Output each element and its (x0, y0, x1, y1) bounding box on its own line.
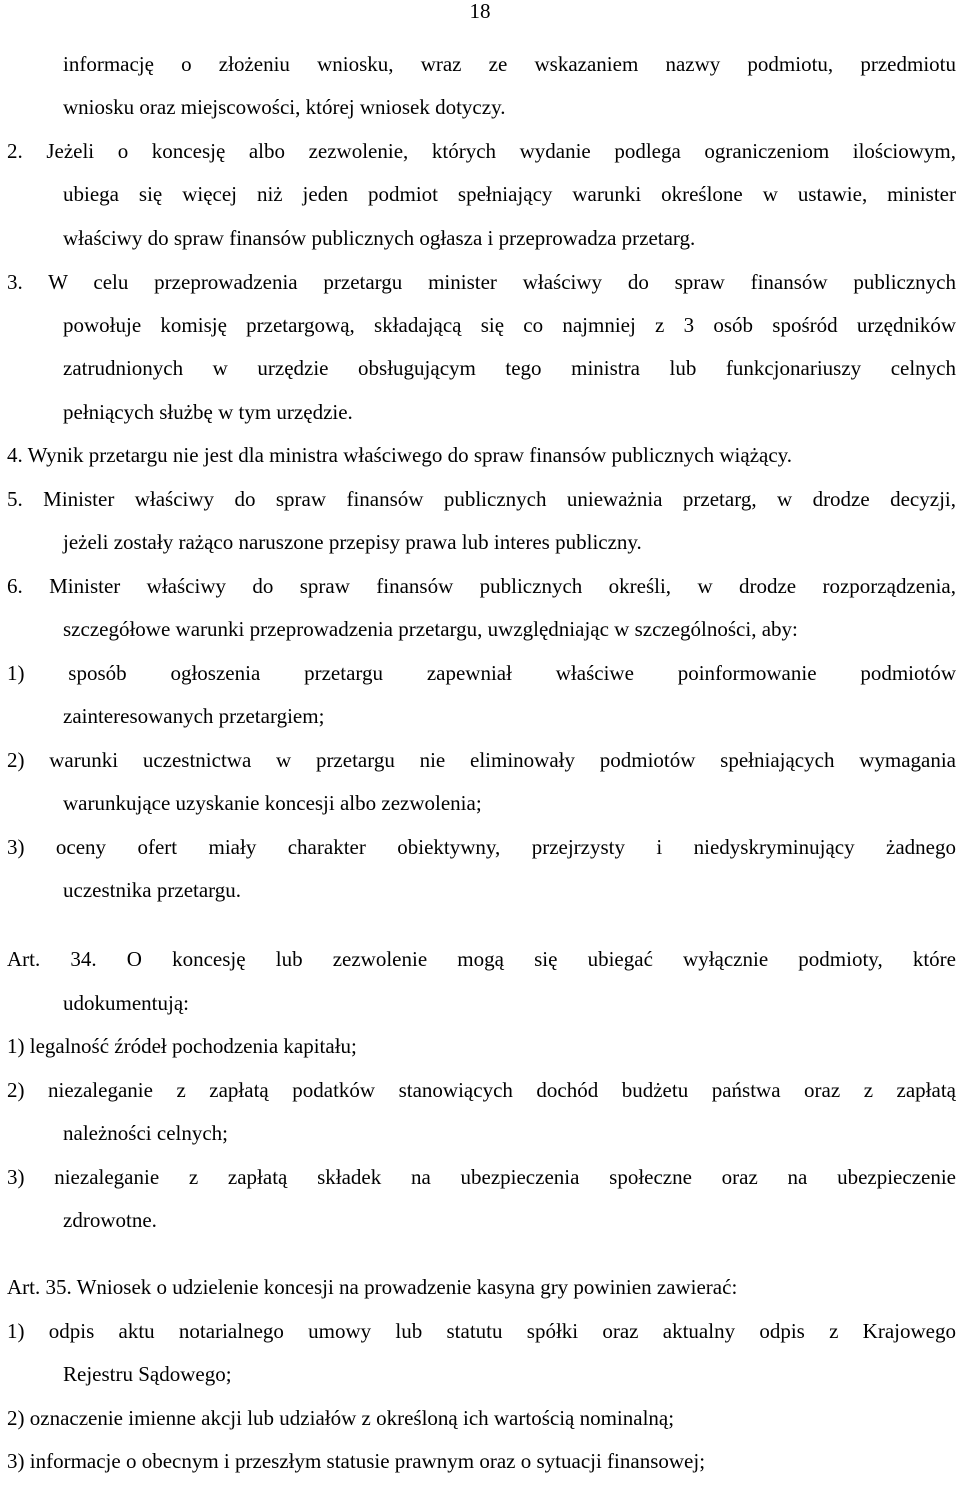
text-line: 3) informacje o obecnym i przeszłym statusie prawnym oraz o sytuacji finansowej; (7, 1449, 706, 1473)
page-number: 18 (469, 0, 491, 23)
text-line: zainteresowanych przetargiem; (63, 704, 325, 728)
text-line: pełniących służbę w tym urzędzie. (63, 400, 353, 424)
text-line: ubiega się więcej niż jeden podmiot spełniający warunki określone w ustawie, minister (63, 182, 956, 206)
text-line: należności celnych; (63, 1121, 229, 1145)
text-line: informację o złożeniu wniosku, wraz ze wskazaniem nazwy podmiotu, przedmiotu (63, 52, 956, 76)
text-line: 1) sposób ogłoszenia przetargu zapewniał właściwe poinformowanie podmiotów (7, 661, 956, 685)
text-line: jeżeli zostały rażąco naruszone przepisy prawa lub interes publiczny. (63, 530, 642, 554)
text-line: 1) odpis aktu notarialnego umowy lub statutu spółki oraz aktualny odpis z Krajowego (7, 1319, 956, 1343)
text-line: wniosku oraz miejscowości, której wniosek dotyczy. (63, 95, 506, 119)
text-line: 2. Jeżeli o koncesję albo zezwolenie, których wydanie podlega ograniczeniom ilościowym, (7, 139, 956, 163)
text-line: 2) warunki uczestnictwa w przetargu nie eliminowały podmiotów spełniających wymagania (7, 748, 956, 772)
text-line: 3) oceny ofert miały charakter obiektywny, przejrzysty i niedyskryminujący żadnego (7, 835, 956, 859)
text-line: powołuje komisję przetargową, składającą się co najmniej z 3 osób spośród urzędników (63, 313, 956, 337)
text-line: 5. Minister właściwy do spraw finansów publicznych unieważnia przetarg, w drodze decyzji, (7, 487, 956, 511)
text-line: 6. Minister właściwy do spraw finansów publicznych określi, w drodze rozporządzenia, (7, 574, 956, 598)
text-line: warunkujące uzyskanie koncesji albo zezwolenia; (63, 791, 482, 815)
text-line: zdrowotne. (63, 1208, 157, 1232)
text-line: 2) oznaczenie imienne akcji lub udziałów z określoną ich wartością nominalną; (7, 1406, 675, 1430)
text-line: Rejestru Sądowego; (63, 1362, 232, 1386)
text-line: udokumentują: (63, 991, 189, 1015)
text-line: 3) niezaleganie z zapłatą składek na ubezpieczenia społeczne oraz na ubezpieczenie (7, 1165, 956, 1189)
text-line: 2) niezaleganie z zapłatą podatków stanowiących dochód budżetu państwa oraz z zapłatą (7, 1078, 956, 1102)
text-line: uczestnika przetargu. (63, 878, 242, 902)
text-line: Art. 35. Wniosek o udzielenie koncesji na prowadzenie kasyna gry powinien zawierać: (7, 1275, 738, 1299)
text-line: 4. Wynik przetargu nie jest dla ministra właściwego do spraw finansów publicznych wiążący. (7, 443, 793, 467)
text-line: zatrudnionych w urzędzie obsługującym tego ministra lub funkcjonariuszy celnych (63, 356, 956, 380)
text-line: 1) legalność źródeł pochodzenia kapitału; (7, 1034, 357, 1058)
text-line: 3. W celu przeprowadzenia przetargu minister właściwy do spraw finansów publicznych (7, 270, 956, 294)
text-line: szczegółowe warunki przeprowadzenia przetargu, uwzględniając w szczególności, aby: (63, 617, 798, 641)
text-line: właściwy do spraw finansów publicznych ogłasza i przeprowadza przetarg. (63, 226, 696, 250)
text-line: Art. 34. O koncesję lub zezwolenie mogą się ubiegać wyłącznie podmioty, które (7, 947, 956, 971)
